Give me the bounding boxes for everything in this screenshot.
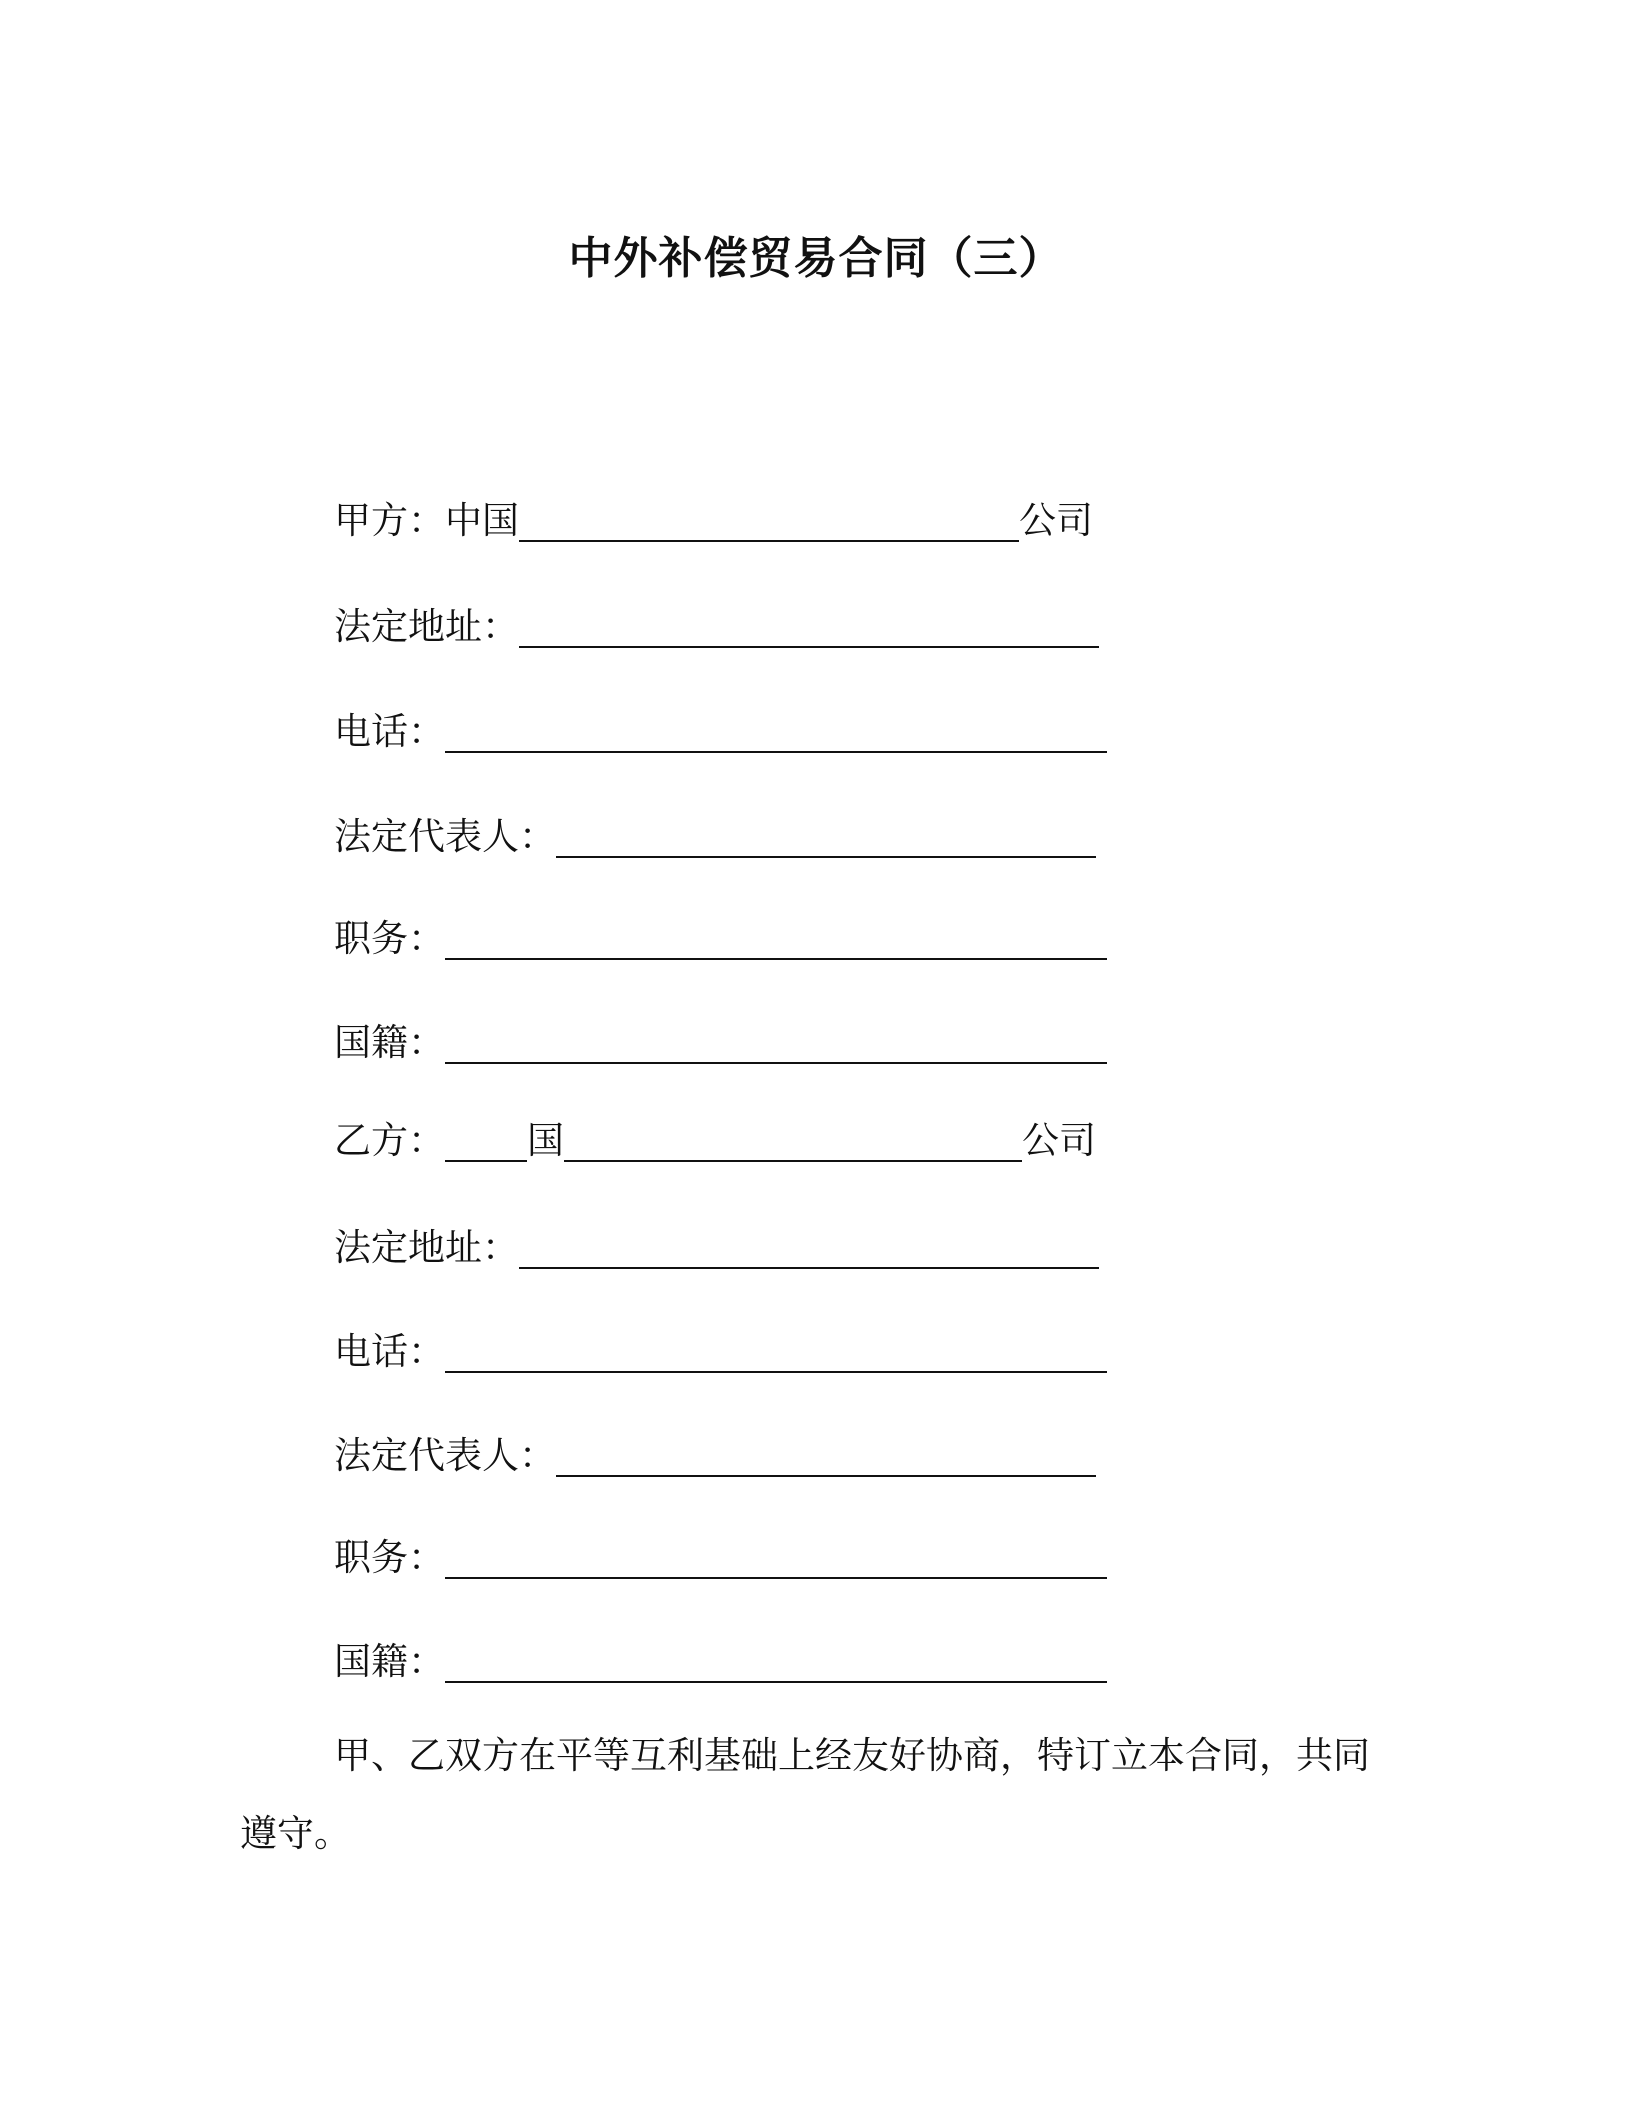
party-b-address-label: 法定地址： <box>334 1226 519 1269</box>
party-b-address-blank[interactable] <box>519 1229 1099 1269</box>
party-a-title-label: 职务： <box>334 917 445 960</box>
party-b-title-label: 职务： <box>334 1536 445 1579</box>
party-b-name-row <box>334 1116 1096 1166</box>
party-a-phone-label: 电话： <box>334 710 445 753</box>
party-a-phone-blank[interactable] <box>445 713 1107 753</box>
party-b-phone-label: 电话： <box>334 1330 445 1373</box>
party-b-title-blank[interactable] <box>445 1539 1107 1579</box>
party-a-rep-blank[interactable] <box>556 818 1096 858</box>
party-b-rep-blank[interactable] <box>556 1437 1096 1477</box>
party-a-rep-label: 法定代表人： <box>334 815 556 858</box>
party-a-title-blank[interactable] <box>445 920 1107 960</box>
party-a-title-row <box>334 914 1107 964</box>
party-b-country: 国 <box>527 1119 564 1162</box>
party-b-title-row <box>334 1533 1107 1583</box>
party-a-name-blank[interactable] <box>519 502 1019 542</box>
party-a-nationality-label: 国籍： <box>334 1021 445 1064</box>
party-a-address-blank[interactable] <box>519 608 1099 648</box>
party-a-rep-row <box>334 812 1096 862</box>
party-b-rep-label: 法定代表人： <box>334 1434 556 1477</box>
party-a-name-row <box>334 496 1093 546</box>
party-b-label: 乙方： <box>334 1119 445 1162</box>
party-a-nationality-row <box>334 1018 1107 1068</box>
party-a-phone-row <box>334 707 1107 757</box>
party-b-nationality-label: 国籍： <box>334 1640 445 1683</box>
party-a-label: 甲方：中国 <box>334 499 519 542</box>
party-b-country-blank[interactable] <box>445 1122 527 1162</box>
preamble-paragraph: 甲、乙双方在平等互利基础上经友好协商，特订立本合同，共同遵守。 <box>240 1734 1370 1855</box>
party-a-suffix: 公司 <box>1019 499 1093 542</box>
party-b-rep-row <box>334 1431 1096 1481</box>
party-b-nationality-row <box>334 1637 1107 1687</box>
party-b-phone-blank[interactable] <box>445 1333 1107 1373</box>
party-b-suffix: 公司 <box>1022 1119 1096 1162</box>
party-b-phone-row <box>334 1327 1107 1377</box>
party-a-nationality-blank[interactable] <box>445 1024 1107 1064</box>
party-a-address-label: 法定地址： <box>334 605 519 648</box>
party-b-nationality-blank[interactable] <box>445 1643 1107 1683</box>
document-title: 中外补偿贸易合同（三） <box>568 233 1064 284</box>
party-a-address-row <box>334 602 1099 652</box>
party-b-name-blank[interactable] <box>564 1122 1022 1162</box>
party-b-address-row <box>334 1223 1099 1273</box>
